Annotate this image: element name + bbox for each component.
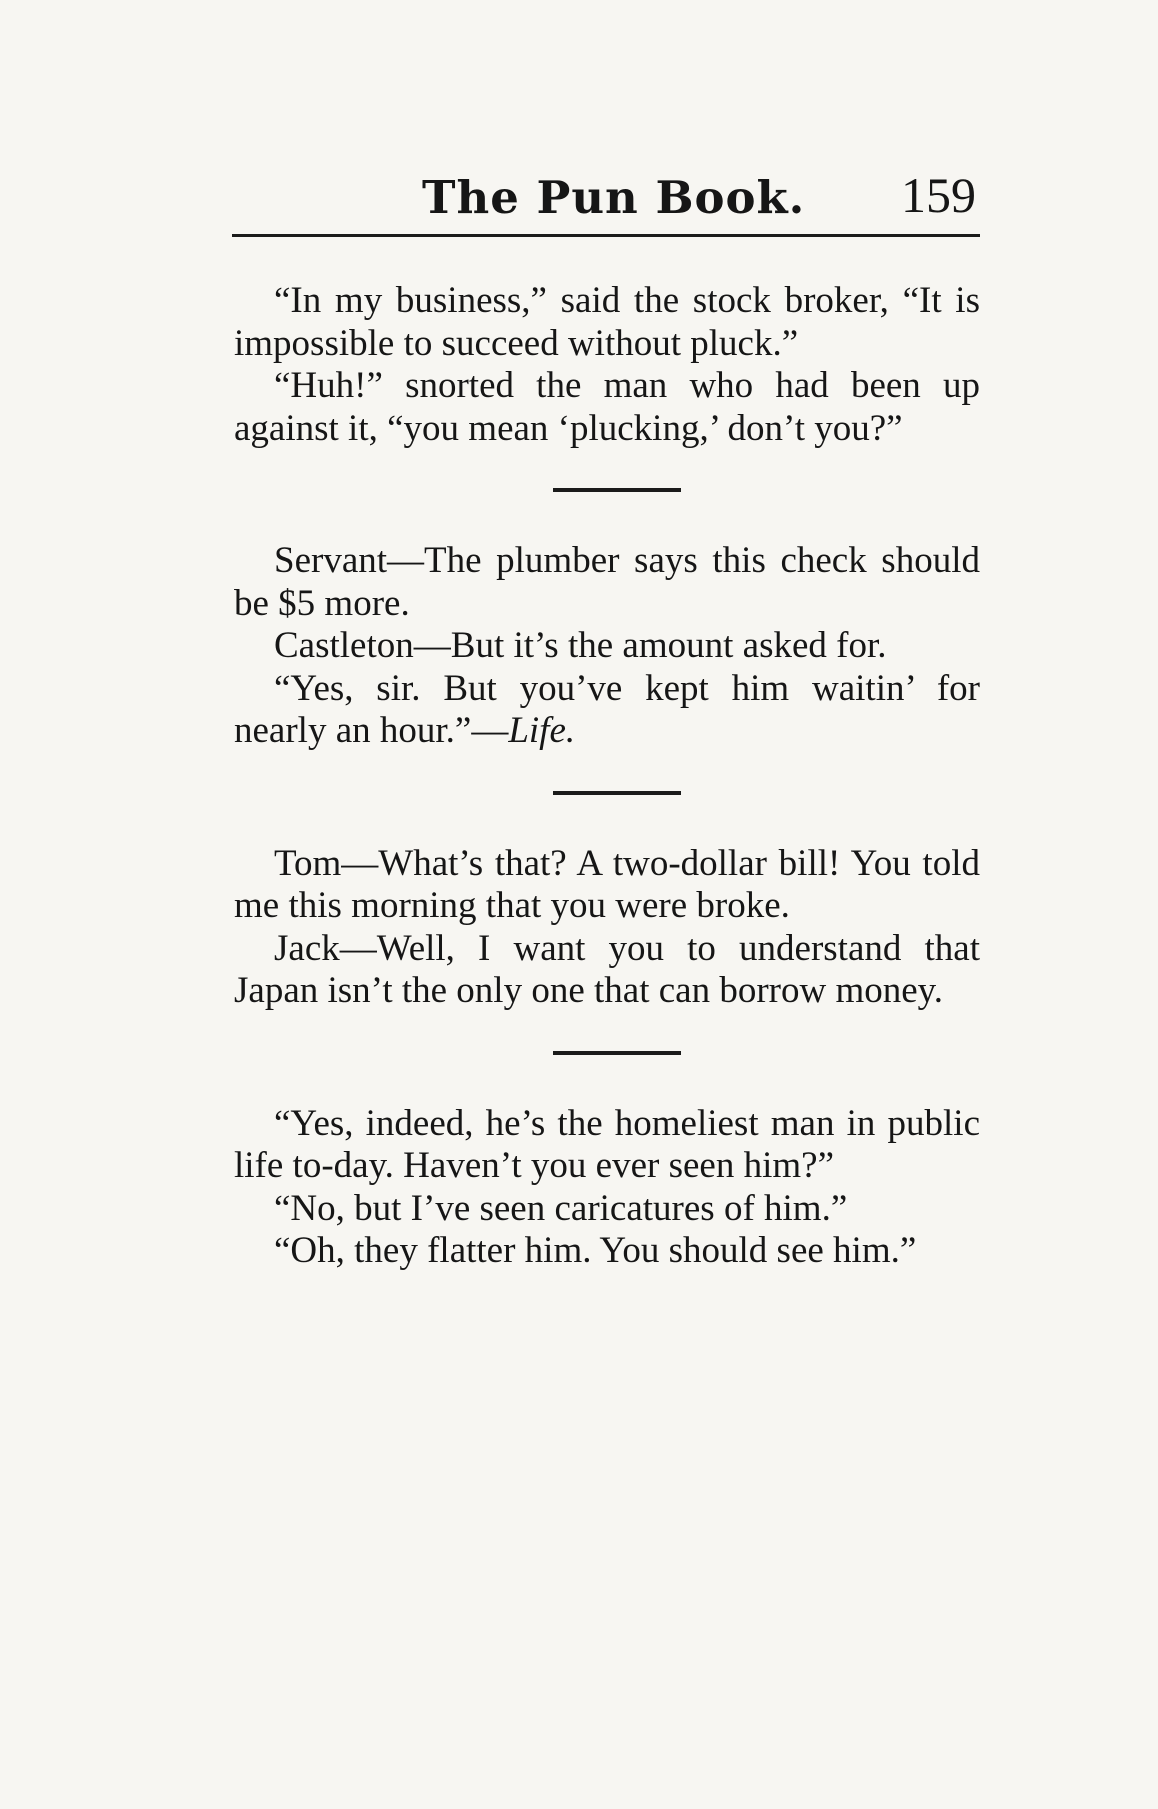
joke-paragraph: “No, but I’ve seen caricatures of him.”	[274, 1187, 848, 1229]
header-rule	[232, 234, 980, 237]
section-divider	[553, 488, 681, 492]
joke-paragraph: “In my business,” said the stock broker, “It is impossible to succeed without pluck.”	[234, 280, 980, 364]
joke-paragraph: Castleton—But it’s the amount asked for.	[274, 625, 887, 666]
joke-paragraph: “Huh!” snorted the man who had been up against it, “you mean ‘plucking,’ don’t you?”	[234, 365, 980, 449]
page-number: 159	[901, 167, 976, 223]
joke-paragraph-with-source	[234, 668, 980, 753]
joke-stock-broker	[234, 280, 980, 450]
page-body	[234, 280, 980, 1273]
running-title: The Pun Book.	[422, 171, 806, 224]
joke-homeliest-man	[234, 1103, 980, 1273]
joke-paragraph: Servant—The plumber says this check should be $5 more.	[234, 540, 980, 624]
joke-source: Life.	[508, 710, 576, 751]
joke-plumber	[234, 540, 980, 753]
joke-paragraph-text: “Yes, sir. But you’ve kept him waitin’ for nearly an hour.”—	[234, 667, 980, 751]
joke-two-dollar-bill	[234, 843, 980, 1013]
joke-paragraph: Jack—Well, I want you to understand that Japan isn’t the only one that can borrow money.	[234, 927, 980, 1011]
joke-paragraph: Tom—What’s that? A two-dollar bill! You told me this morning that you were broke.	[234, 842, 980, 926]
section-divider	[553, 1051, 681, 1055]
page-header	[232, 168, 980, 240]
joke-paragraph: “Oh, they flatter him. You should see him.”	[274, 1230, 917, 1271]
section-divider	[553, 791, 681, 795]
joke-paragraph: “Yes, indeed, he’s the homeliest man in public life to-day. Haven’t you ever seen him?”	[234, 1102, 980, 1186]
